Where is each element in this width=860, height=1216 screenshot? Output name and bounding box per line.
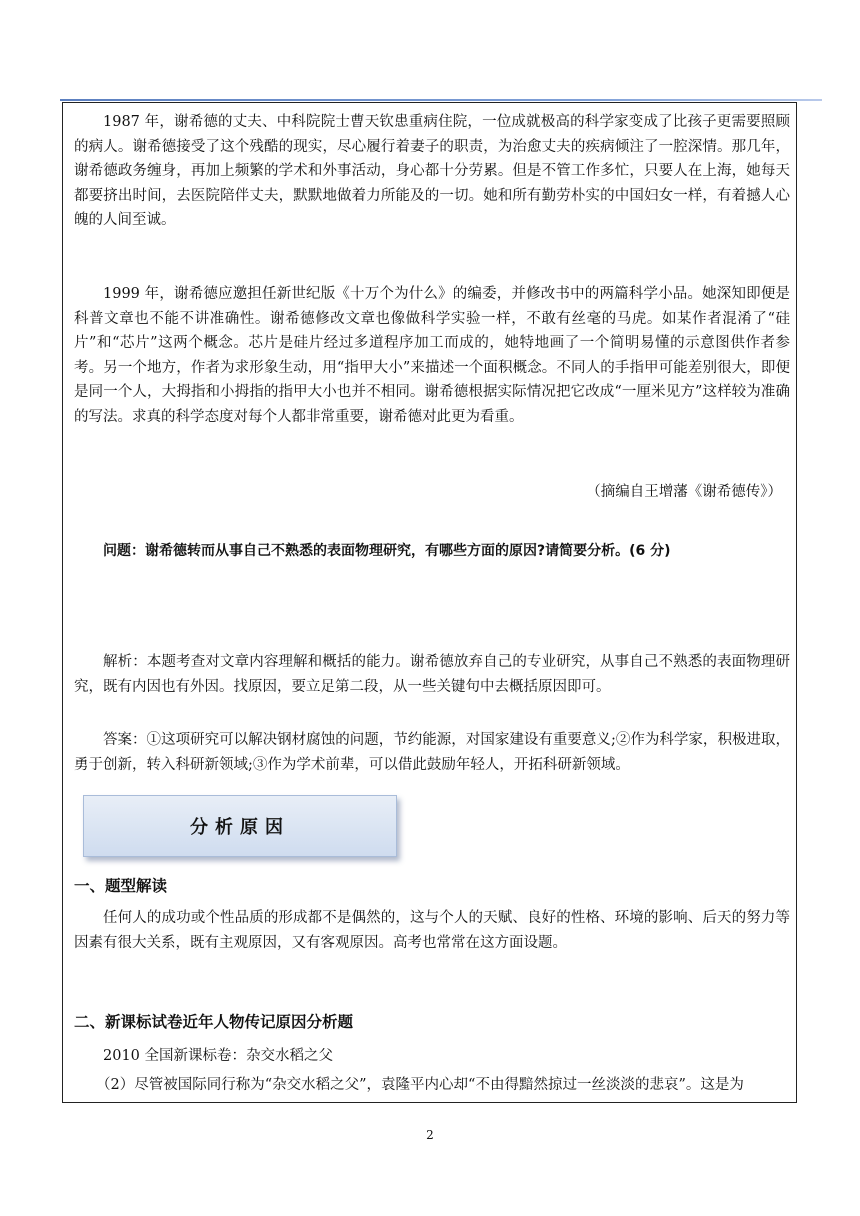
heading-exam-questions: 二、新课标试卷近年人物传记原因分析题 [74,1013,354,1031]
page-number: 2 [426,1128,434,1142]
paragraph-1999: 1999 年，谢希德应邀担任新世纪版《十万个为什么》的编委，并修改书中的两篇科学小品。她深知即便是科普文章也不能不讲准确性。谢希德修改文章也像做科学实验一样，不敢有丝毫的马虎。如某作者混淆了“硅片”和“芯片”这两个概念。芯片是硅片经过多道程序加工而成的，她特地画了一个简明易懂的示意图供作者参考。另一个地方，作者为求形象生动，用“指甲大小”来描述一个面积概念。不同人的手指甲可能差别很大，即便是同一个人，大拇指和小拇指的指甲大小也并不相同。谢希德根据实际情况把它改成“一厘米见方”这样较为准确的写法。求真的科学态度对每个人都非常重要，谢希德对此更为看重。 [74,286,790,425]
exam-line: 2010 全国新课标卷：杂交水稻之父 [103,1048,334,1064]
header-rule [60,99,822,101]
body-question-type: 任何人的成功或个性品质的形成都不是偶然的，这与个人的天赋、良好的性格、环境的影响、后天的努力等因素有很大关系，既有主观原因，又有客观原因。高考也常常在这方面设题。 [74,910,790,951]
source-citation: （摘编自王增藩《谢希德传》） [586,484,782,500]
answer-text: 答案：①这项研究可以解决钢材腐蚀的问题，节约能源，对国家建设有重要意义;②作为科学家，积极进取，勇于创新，转入科研新领域;③作为学术前辈，可以借此鼓励年轻人，开拓科研新领域。 [74,732,790,773]
question-text: 问题：谢希德转而从事自己不熟悉的表面物理研究，有哪些方面的原因?请简要分析。(6 分) [103,543,671,559]
analysis-text: 解析：本题考查对文章内容理解和概括的能力。谢希德放弃自己的专业研究，从事自己不熟悉的表面物理研究，既有内因也有外因。找原因，要立足第二段，从一些关键句中去概括原因即可。 [74,654,790,695]
heading-question-type: 一、题型解读 [74,877,168,895]
paragraph-1987: 1987 年，谢希德的丈夫、中科院院士曹天钦患重病住院，一位成就极高的科学家变成了比孩子更需要照顾的病人。谢希德接受了这个残酷的现实，尽心履行着妻子的职责，为治愈丈夫的疾病倾注了一腔深情。那几年，谢希德政务缠身，再加上频繁的学术和外事活动，身心都十分劳累。但是不管工作多忙，只要人在上海，她每天都要挤出时间，去医院陪伴丈夫，默默地做着力所能及的一切。她和所有勤劳朴实的中国妇女一样，有着撼人心魄的人间至诚。 [74,114,790,228]
question2-line: （2）尽管被国际同行称为“杂交水稻之父”，袁隆平内心却“不由得黯然掠过一丝淡淡的悲哀”。这是为 [96,1077,744,1093]
section-title-box [83,795,397,857]
section-title: 分析原因 [190,817,290,838]
